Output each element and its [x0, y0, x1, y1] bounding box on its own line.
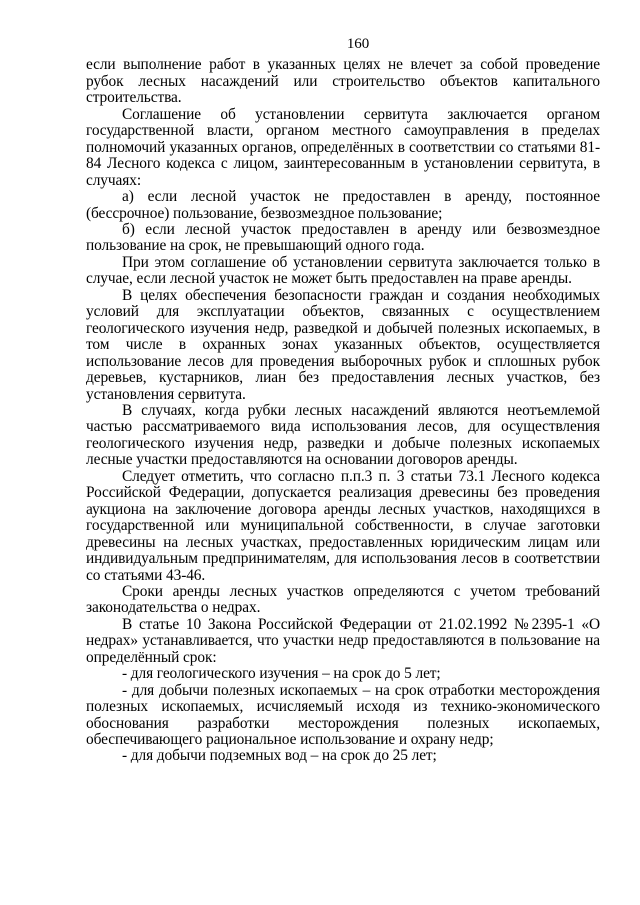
- list-item: а) если лесной участок не предоставлен в аренду, постоянное (бессрочное) пользование, безвозмездное пользование;: [86, 188, 600, 222]
- list-item: б) если лесной участок предоставлен в аренду или безвозмездное пользование на срок, не превышающий одного года.: [86, 220, 600, 255]
- paragraph: если выполнение работ в указанных целях не влечет за собой проведение рубок лесных насаждений или строительство объектов капитального строительства.: [86, 56, 600, 107]
- list-item: - для добычи подземных вод – на срок до 25 лет;: [122, 747, 437, 765]
- paragraph: В случаях, когда рубки лесных насаждений являются неотъемлемой частью рассматриваемого вида использования лесов, для осуществления геологического изучения недр, разведки и добыче полезных ископаемых лесные участки предоставляются на основании договоров аренды.: [86, 401, 600, 469]
- paragraph: Следует отметить, что согласно п.п.3 п. 3 статьи 73.1 Лесного кодекса Российской Федерации, допускается реализация древесины без проведения аукциона на заключение договора аренды лесных участков, находящихся в государственной или муниципальной собственности, в случае заготовки древесины на лесных участках, предоставленных юридическим лицам или индивидуальным предпринимателям, для использования лесов в соответствии со статьями 43-46.: [86, 467, 600, 584]
- list-item: - для геологического изучения – на срок до 5 лет;: [122, 665, 441, 683]
- page-number: 160: [346, 36, 370, 52]
- page-content: [86, 57, 600, 764]
- paragraph: При этом соглашение об установлении сервитута заключается только в случае, если лесной участок не может быть предоставлен на праве аренды.: [86, 253, 600, 288]
- paragraph: В статье 10 Закона Российской Федерации от 21.02.1992 №2395-1 «О недрах» устанавливается, что участки недр предоставляются в пользование на определённый срок:: [86, 615, 600, 666]
- paragraph: Сроки аренды лесных участков определяются с учетом требований законодательства о недрах.: [86, 582, 600, 617]
- paragraph: В целях обеспечения безопасности граждан и создания необходимых условий для эксплуатации объектов, связанных с осуществлением геологического изучения недр, разведкой и добычей полезных ископаемых, в том числе в охранных зонах указанных объектов, осуществляется использование лесов для проведения выборочных рубок и сплошных рубок деревьев, кустарников, лиан без предоставления лесных участков, без установления сервитута.: [86, 286, 600, 403]
- paragraph: Соглашение об установлении сервитута заключается органом государственной власти, органом местного самоуправления в пределах полномочий указанных органов, определённых в соответствии со статьями 81-84 Лесного кодекса с лицом, заинтересованным в установлении сервитута, в случаях:: [86, 105, 600, 189]
- list-item: - для добычи полезных ископаемых – на срок отработки месторождения полезных ископаемых, исчисляемый исходя из технико-экономического обоснования разработки месторождения полезных ископаемых, обеспечивающего рациональное использование и охрану недр;: [86, 681, 600, 749]
